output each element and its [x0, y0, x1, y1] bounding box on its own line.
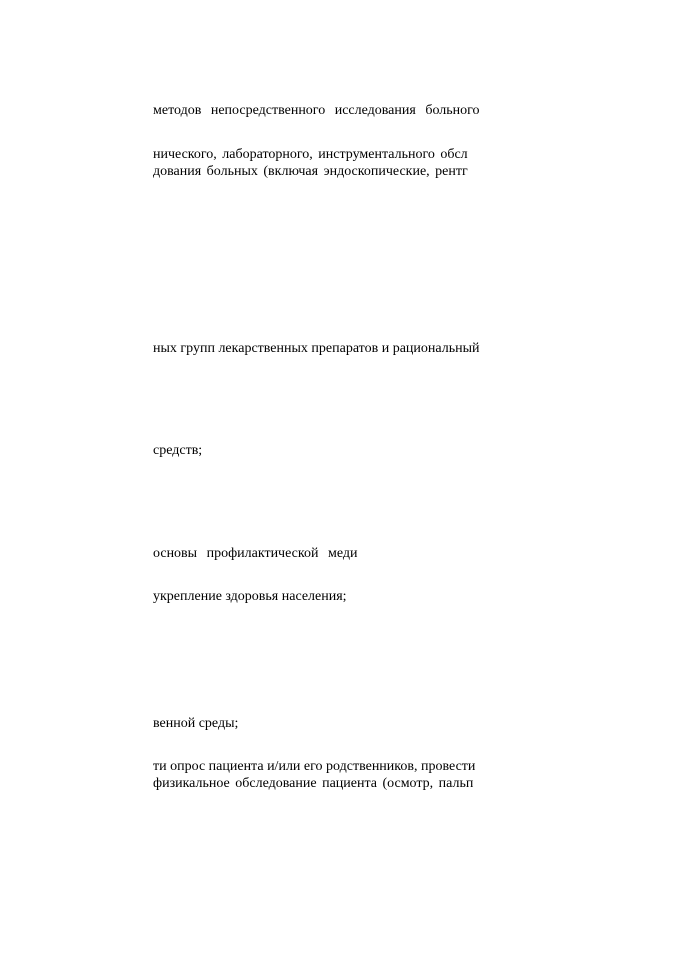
text-line: нического, лабораторного, инструментального обсл — [153, 147, 468, 162]
text-line: ных групп лекарственных препаратов и рациональный — [153, 341, 480, 356]
text-line: дования больных (включая эндоскопические, рентг — [153, 164, 468, 179]
text-line: основы профилактической меди — [153, 546, 358, 561]
text-line: методов непосредственного исследования больного — [153, 103, 480, 118]
text-line: укрепление здоровья населения; — [153, 589, 347, 604]
text-line: средств; — [153, 443, 203, 458]
text-line: физикальное обследование пациента (осмотр, пальп — [153, 776, 474, 791]
text-line: ти опрос пациента и/или его родственников, провести — [153, 759, 476, 774]
text-line: венной среды; — [153, 716, 239, 731]
